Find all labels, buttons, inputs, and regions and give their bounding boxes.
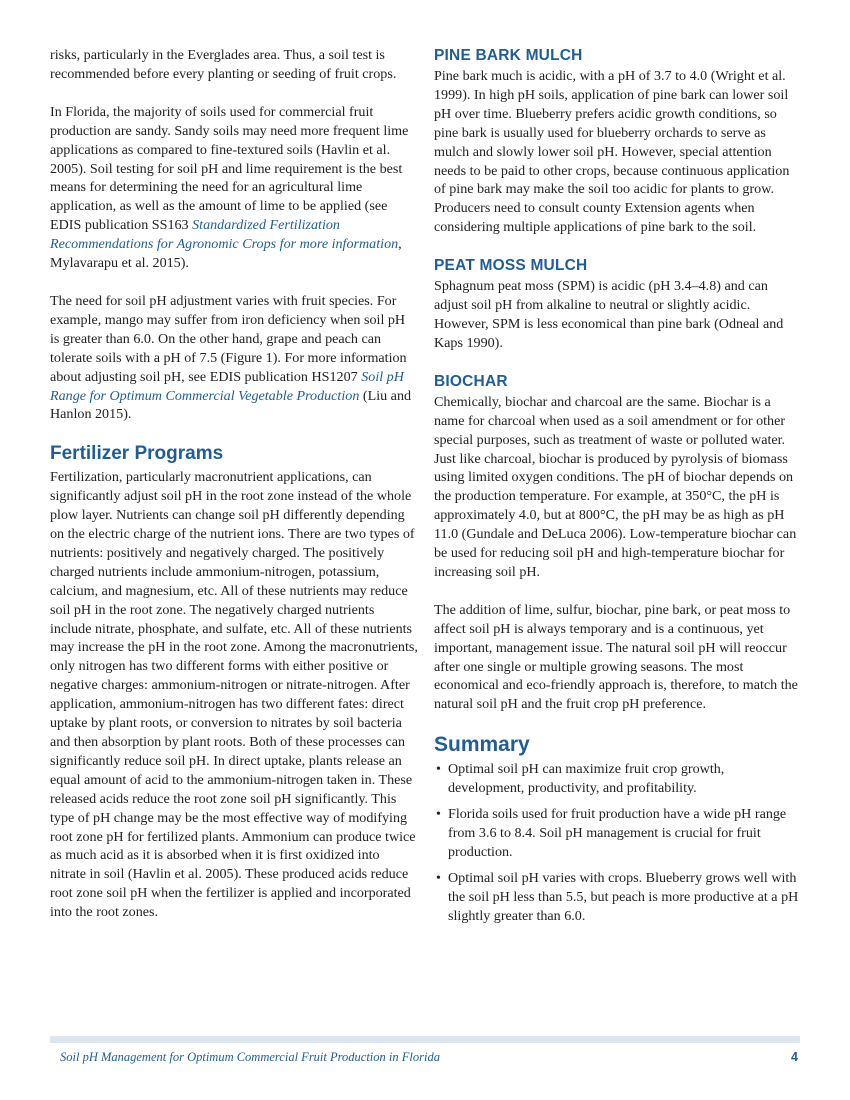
paragraph-text: , Mylavarapu et al. 2015). <box>50 236 402 272</box>
summary-list <box>434 760 800 925</box>
paragraph-text: The need for soil pH adjustment varies with fruit species. For example, mango may suffer from iron deficiency when soil pH is greater than 6.0. On the other hand, grape and peach can tolerate soils with a pH of 7.5 (Figure 1). For more information about adjusting soil pH, see EDIS publication HS1207 <box>50 292 407 385</box>
summary-item <box>434 805 800 862</box>
hs1207-link[interactable]: Soil pH Range for Optimum Commercial Vegetable Production <box>50 368 404 404</box>
sandy-soils-paragraph <box>50 103 418 273</box>
pine-bark-heading: PINE BARK MULCH <box>434 47 583 64</box>
peat-moss-heading: PEAT MOSS MULCH <box>434 257 588 275</box>
summary-heading: Summary <box>434 733 530 757</box>
summary-item-text: Florida soils used for fruit production have a wide pH range from 3.6 to 8.4. Soil pH management is crucial for fruit production. <box>448 806 787 860</box>
summary-item <box>434 760 800 798</box>
pine-bark-paragraph: Pine bark much is acidic, with a pH of 3.7 to 4.0 (Wright et al. 1999). In high pH soils, application of pine bark can lower soil pH over time. Blueberry prefers acidic growth conditions, so pine bark is usually used for blueberry orchards to serve as mulch and slowly lower soil pH. However, special attention needs to be paid to other crops, because continuous application of pine bark may make the soil too acidic for plants to grow. Producers need to consult county Extension agents when considering multiple applications of pine bark to the soil. <box>434 68 790 236</box>
summary-item <box>434 869 800 926</box>
left-column <box>50 46 418 941</box>
footer-rule <box>50 1036 800 1043</box>
page-number: 4 <box>791 1050 798 1064</box>
paragraph-text: In Florida, the majority of soils used for commercial fruit production are sandy. Sandy soils may need more frequent lime applications as compared to fine-textured soils (Havlin et al. 2005). Soil testing for soil pH and lime requirement is the best means for determining the need for an agricultural lime application, as well as the amount of lime to be applied (see EDIS publication SS163 <box>50 103 409 234</box>
species-paragraph <box>50 292 418 424</box>
right-column <box>434 46 800 933</box>
paragraph-text: (Liu and Hanlon 2015). <box>50 387 412 423</box>
bullet-glyph: • <box>436 761 441 778</box>
fertilizer-paragraph: Fertilization, particularly macronutrient applications, can significantly adjust soil pH in the root zone instead of the whole plow layer. Nutrients can change soil pH differently depending on the electric charge of the nutrient ions. There are two types of nutrients: positively and negatively charged. The positively charged nutrients include ammonium-nitrogen, potassium, calcium, and magnesium, etc. All of these nutrients may reduce soil pH in the root zone. The negatively charged nutrients include nitrate, phosphate, and sulfate, etc. All of these nutrients may increase the pH in the root zone. Among the macronutrients, only nitrogen has two different forms with either positive or negative charges: ammonium-nitrogen or nitrate-nitrogen. After application, ammonium-nitrogen has two different fates: direct uptake by plant roots, or conversion to nitrates by soil bacteria and then absorption by plant roots. Both of these processes can significantly reduce soil pH. In direct uptake, plants release an equal amount of acid to the ammonium-nitrogen taken in. These released acids reduce the root zone soil pH significantly. This type of pH change may be the most effective way of modifying root zone pH for fertilized plants. Ammonium can produce twice as much acid as it is absorbed when it is first oxidized into nitrate in soil (Havlin et al. 2005). These produced acids reduce root zone soil pH when the fertilizer is applied and incorporated into the root zones. <box>50 469 418 921</box>
footer-title: Soil pH Management for Optimum Commercial Fruit Production in Florida <box>60 1050 440 1064</box>
bullet-glyph: • <box>436 869 441 886</box>
biochar-heading: BIOCHAR <box>434 372 508 390</box>
ss163-link[interactable]: Standardized Fertilization Recommendations for Agronomic Crops for more information <box>50 217 399 253</box>
fertilizer-heading: Fertilizer Programs <box>50 443 224 465</box>
biochar-paragraph: Chemically, biochar and charcoal are the same. Biochar is a name for charcoal when used as a soil amendment or for other special purposes, such as treatment of waste or polluted water. Just like charcoal, biochar is produced by pyrolysis of biomass using limited oxygen conditions. The pH of biochar depends on the production temperature. For example, at 350°C, the pH is approximately 4.0, but at 800°C, the pH may be as high as pH 11.0 (Gundale and DeLuca 2006). Low-temperature biochar can be used for reducing soil pH and high-temperature biochar for increasing soil pH. <box>434 393 797 580</box>
summary-item-text: Optimal soil pH can maximize fruit crop growth, development, productivity, and profitability. <box>448 761 725 797</box>
peat-moss-paragraph: Sphagnum peat moss (SPM) is acidic (pH 3.4–4.8) and can adjust soil pH from alkaline to neutral or slightly acidic. However, SPM is less economical than pine bark (Odneal and Kaps 1990). <box>434 278 784 351</box>
summary-item-text: Optimal soil pH varies with crops. Blueberry grows well with the soil pH less than 5.5, but peach is more productive at a pH slightly greater than 6.0. <box>448 869 799 924</box>
amendment-paragraph: The addition of lime, sulfur, biochar, pine bark, or peat moss to affect soil pH is always temporary and is a continuous, yet important, management issue. The natural soil pH will reoccur after one single or multiple growing seasons. The most economical and eco-friendly approach is, therefore, to match the natural soil pH and the fruit crop pH preference. <box>434 601 798 713</box>
bullet-glyph: • <box>436 806 441 823</box>
intro-paragraph: risks, particularly in the Everglades area. Thus, a soil test is recommended before every planting or seeding of fruit crops. <box>50 47 397 82</box>
